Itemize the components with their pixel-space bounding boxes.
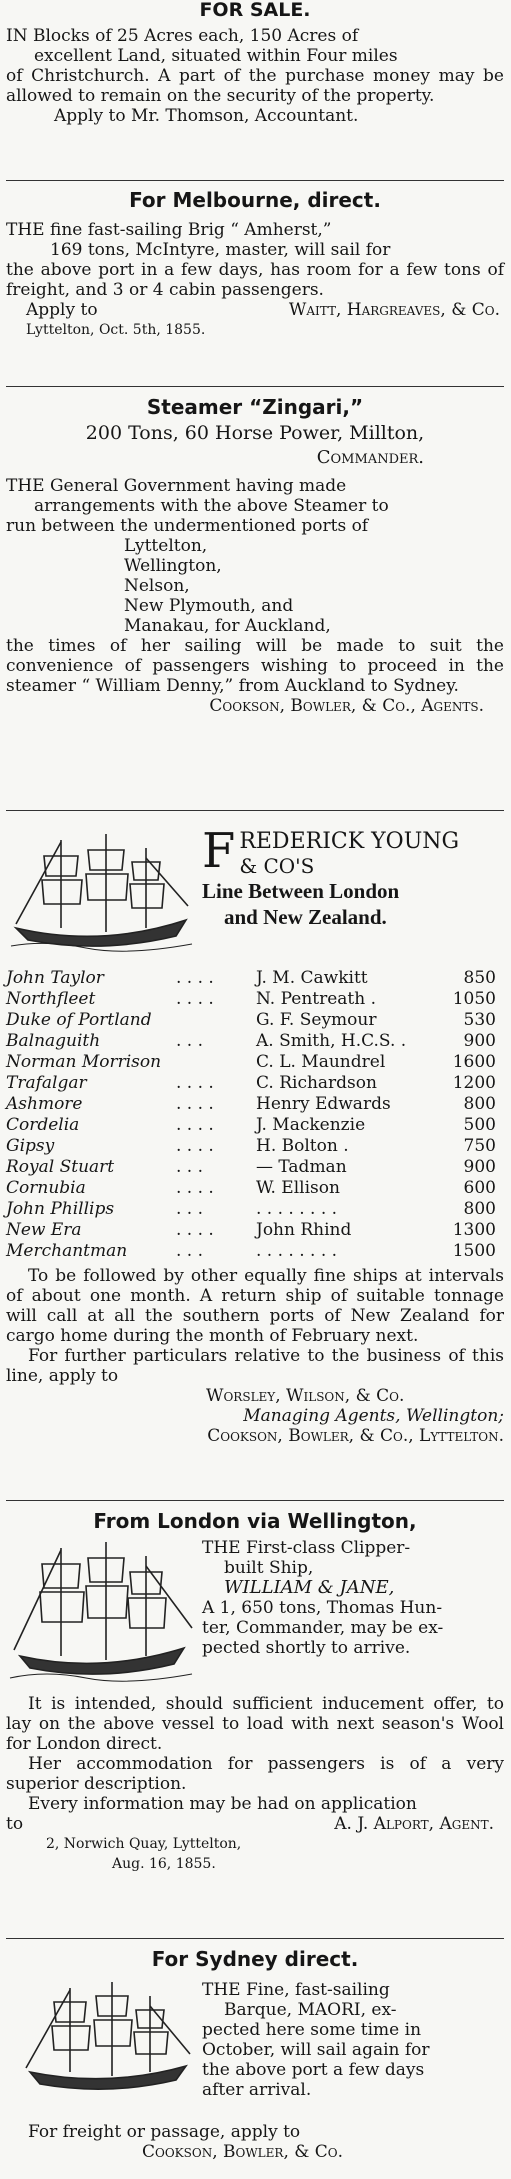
ad-apply: For freight or passage, apply to [28,2122,301,2142]
ship-name: WILLIAM & JANE, [224,1577,395,1598]
agent-name: Cookson, Bowler, & Co., Lyttelton. [207,1426,504,1446]
ad-text-line: A 1, 650 tons, Thomas Hun- [202,1598,443,1618]
ship-row: Cornubia . . . . W. Ellison 600 [6,1178,496,1198]
ship-row: Northfleet . . . . N. Pentreath . 1050 [6,989,496,1009]
sailing-ship-icon [20,1980,195,2100]
ad-text-line: arrangements with the above Steamer to [34,496,389,516]
port-name: New Plymouth, and [124,596,294,616]
divider [6,1938,504,1939]
ad-text-line: after arrival. [202,2080,312,2100]
ship-row: Gipsy . . . . H. Bolton . 750 [6,1136,496,1156]
sailing-ship-icon [6,1538,196,1688]
port-name: Wellington, [124,556,222,576]
ad-text-line: October, will sail again for [202,2040,430,2060]
ad-william-and-jane [6,1508,504,1872]
ad-body: For further particulars relative to the business of this line, apply to [6,1346,504,1386]
apply-label: Apply to [26,300,98,320]
ad-heading: Steamer “Zingari,” [146,395,364,419]
dateline: Lyttelton, Oct. 5th, 1855. [26,322,206,338]
drop-cap: F [202,823,236,879]
agent-name: A. J. Alport, Agent. [334,1814,494,1834]
address: 2, Norwich Quay, Lyttelton, [46,1836,242,1852]
ad-steamer-zingari [6,394,504,716]
ad-text-line: THE fine fast-sailing Brig “ Amherst,” [6,220,332,240]
ad-subheading: Commander. [316,447,424,468]
divider [6,810,504,811]
agent-name: Cookson, Bowler, & Co., Agents. [209,696,484,716]
ad-text-line: Barque, MAORI, ex- [224,2000,397,2020]
agent-name: Cookson, Bowler, & Co. [142,2142,344,2162]
port-name: Manakau, for Auckland, [124,616,331,636]
ad-text-line: pected here some time in [202,2020,422,2040]
sailing-ship-icon [6,828,196,958]
ship-row: Ashmore . . . . Henry Edwards 800 [6,1094,496,1114]
divider [6,1500,504,1501]
divider [6,386,504,387]
line-title: Line Between London [202,879,400,903]
ad-body: the above port in a few days, has room for a few tons of freight, and 3 or 4 cabin passengers. [6,260,504,300]
ad-subheading: 200 Tons, 60 Horse Power, Millton, [85,422,425,444]
ad-heading: FOR SALE. [199,0,311,21]
port-name: Lyttelton, [124,536,208,556]
ad-heading: From London via Wellington, [93,1509,417,1533]
agent-name: Worsley, Wilson, & Co. [206,1386,405,1406]
ship-row: John Taylor . . . . J. M. Cawkitt 850 [6,968,496,988]
ship-row: Merchantman . . . . . . . . . . . 1500 [6,1241,496,1261]
ad-text-line: pected shortly to arrive. [202,1638,411,1658]
ad-text-line: THE First-class Clipper- [202,1538,411,1558]
ad-text-line: the above port a few days [202,2060,425,2080]
ad-body: the times of her sailing will be made to suit the convenience of passengers wishing to proceed in the steamer “ William Denny,” from Auckland to Sydney. [6,636,504,696]
ad-sydney-maori [6,1946,504,2162]
ship-row: John Phillips . . . . . . . . . . . 800 [6,1199,496,1219]
agent-name: Waitt, Hargreaves, & Co. [288,300,500,320]
ad-heading: For Sydney direct. [151,1947,359,1971]
ad-body: To be followed by other equally fine ships at intervals of about one month. A return ship of suitable tonnage will call at all the southern ports of New Zealand for cargo home during the month of February next. [6,1266,504,1346]
ad-text-line: excellent Land, situated within Four miles [34,46,398,66]
agent-name: Managing Agents, Wellington; [243,1406,504,1426]
ship-list [6,968,504,1262]
ad-apply: Apply to Mr. Thomson, Accountant. [54,106,359,126]
divider [6,180,504,181]
ad-for-sale [6,0,504,126]
line-title: and New Zealand. [224,905,387,929]
ad-text-line: IN Blocks of 25 Acres each, 150 Acres of [6,26,359,46]
ship-row: Cordelia . . . . J. Mackenzie 500 [6,1115,496,1135]
ship-row: Norman Morrison C. L. Maundrel 1600 [6,1052,496,1072]
line-title: REDERICK YOUNG [239,829,460,854]
apply-label: to [6,1814,24,1834]
ship-row: New Era . . . . John Rhind 1300 [6,1220,496,1240]
ad-body: Every information may be had on application [28,1794,417,1814]
port-name: Nelson, [124,576,190,596]
line-title: & CO'S [239,854,315,878]
ad-text-line: 169 tons, McIntyre, master, will sail for [50,240,391,260]
ad-text-line: THE General Government having made [6,476,347,496]
ship-row: Royal Stuart . . . — Tadman 900 [6,1157,496,1177]
ad-heading: For Melbourne, direct. [129,188,381,212]
ship-row: Trafalgar . . . . C. Richardson 1200 [6,1073,496,1093]
ad-text-line: ter, Commander, may be ex- [202,1618,444,1638]
ad-melbourne [6,188,504,340]
ad-body: It is intended, should sufficient inducement offer, to lay on the above vessel to load with next season's Wool for London direct. [6,1694,504,1754]
ad-body: Her accommodation for passengers is of a very superior description. [6,1754,504,1794]
ad-text-line: THE Fine, fast-sailing [202,1980,390,2000]
ship-row: Duke of Portland G. F. Seymour 530 [6,1010,496,1030]
ad-text-line: run between the undermentioned ports of [6,516,369,536]
dateline: Aug. 16, 1855. [112,1856,216,1872]
ad-text-line: built Ship, [224,1558,314,1578]
ship-row: Balnaguith . . . A. Smith, H.C.S. . 900 [6,1031,496,1051]
ad-body: of Christchurch. A part of the purchase money may be allowed to remain on the security of the property. [6,66,504,106]
